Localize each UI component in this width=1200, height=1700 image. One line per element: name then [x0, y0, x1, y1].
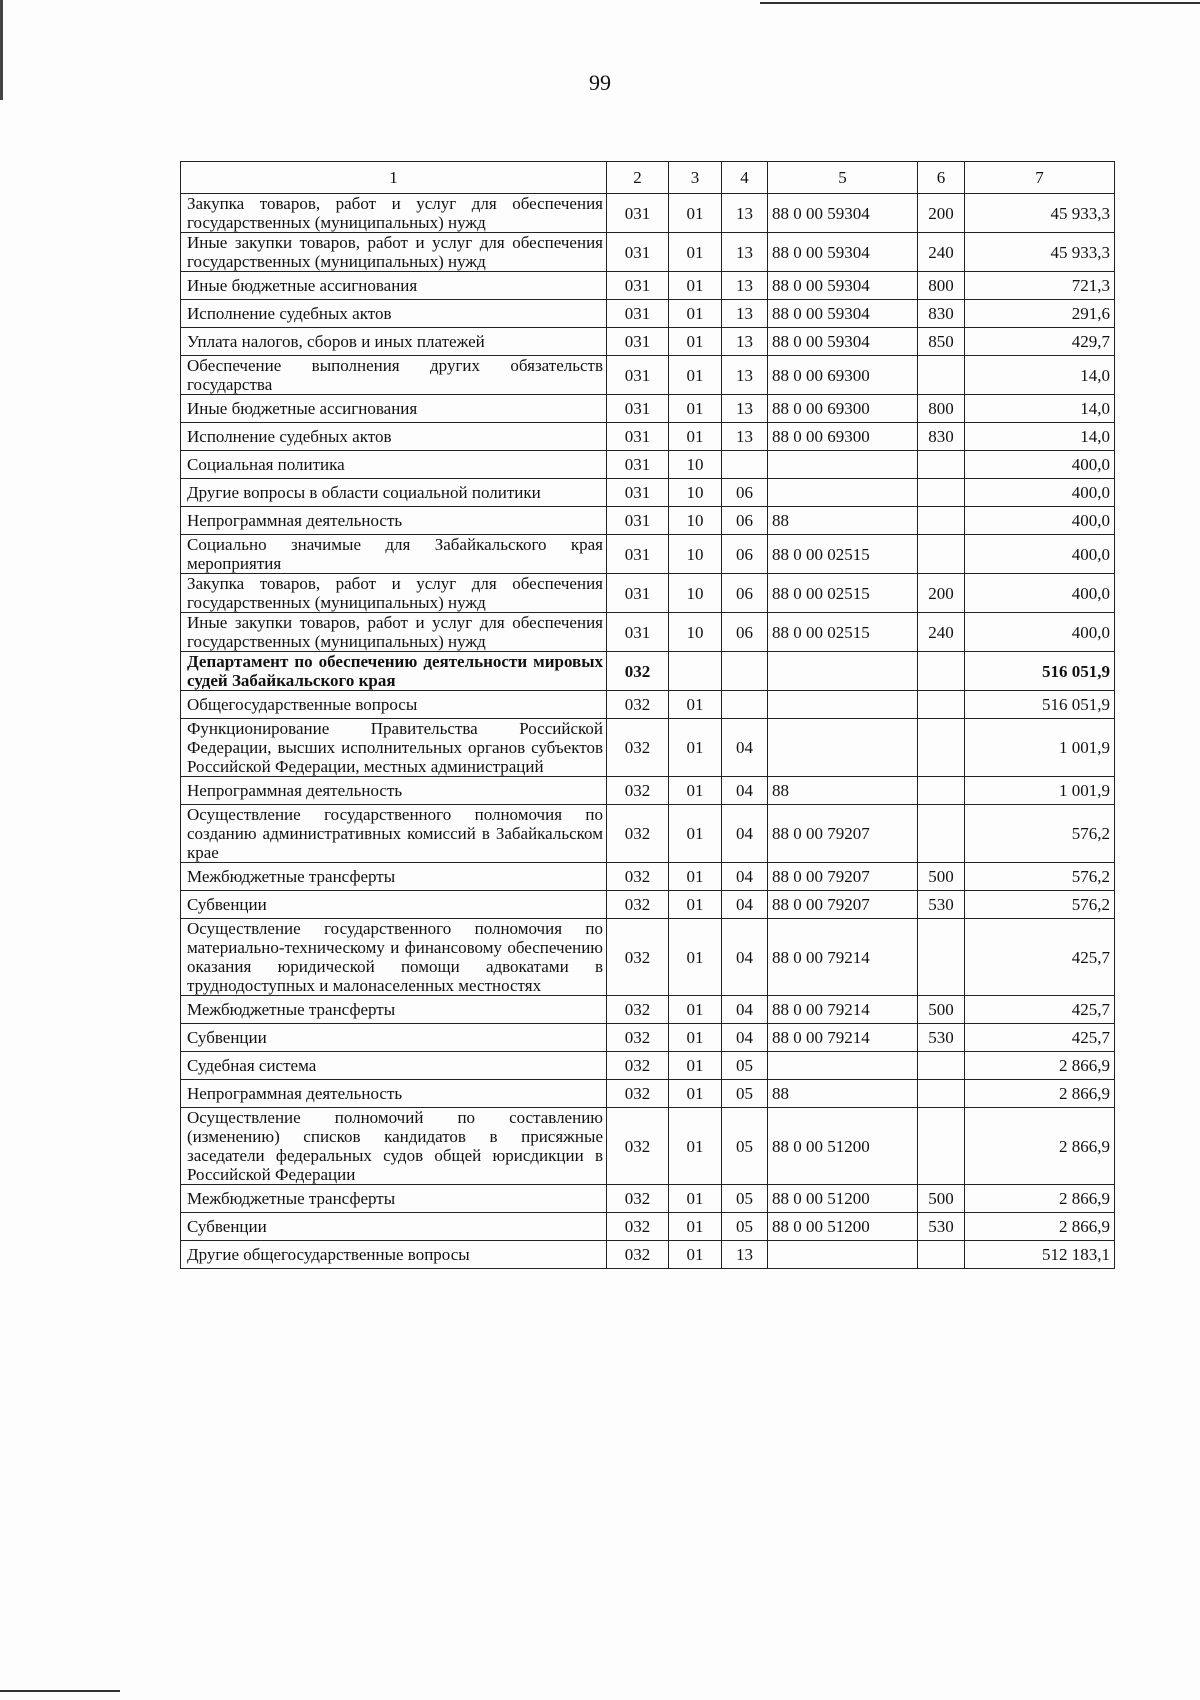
row-amount-cell: 2 866,9: [965, 1080, 1115, 1108]
row-section-cell: 01: [669, 356, 722, 395]
row-expense-type-cell: [918, 451, 965, 479]
header-cell-2: 2: [607, 162, 669, 194]
row-section-cell: 01: [669, 891, 722, 919]
row-amount-cell: 429,7: [965, 328, 1115, 356]
row-name-cell: Обеспечение выполнения других обязательств государства: [181, 356, 607, 395]
row-subsection-cell: 05: [722, 1185, 768, 1213]
table-row: [181, 652, 1115, 691]
row-section-cell: 01: [669, 691, 722, 719]
row-section-cell: 01: [669, 805, 722, 863]
row-subsection-cell: 13: [722, 194, 768, 233]
row-target-article-cell: 88 0 00 69300: [768, 423, 918, 451]
row-admin-code-cell: 031: [607, 423, 669, 451]
row-expense-type-cell: [918, 1108, 965, 1185]
row-section-cell: 01: [669, 1080, 722, 1108]
row-amount-cell: 14,0: [965, 395, 1115, 423]
row-name-cell: Исполнение судебных актов: [181, 423, 607, 451]
row-amount-cell: 400,0: [965, 451, 1115, 479]
row-expense-type-cell: 240: [918, 233, 965, 272]
row-amount-cell: 516 051,9: [965, 691, 1115, 719]
row-name-cell: Другие вопросы в области социальной политики: [181, 479, 607, 507]
row-admin-code-cell: 031: [607, 613, 669, 652]
table-row: [181, 233, 1115, 272]
row-target-article-cell: [768, 691, 918, 719]
row-admin-code-cell: 031: [607, 328, 669, 356]
table-row: [181, 919, 1115, 996]
row-admin-code-cell: 032: [607, 891, 669, 919]
table-row: [181, 194, 1115, 233]
row-expense-type-cell: [918, 1052, 965, 1080]
row-expense-type-cell: [918, 719, 965, 777]
row-expense-type-cell: [918, 777, 965, 805]
row-section-cell: 01: [669, 1213, 722, 1241]
row-amount-cell: 516 051,9: [965, 652, 1115, 691]
row-admin-code-cell: 031: [607, 272, 669, 300]
row-amount-cell: 2 866,9: [965, 1108, 1115, 1185]
row-subsection-cell: 04: [722, 719, 768, 777]
row-admin-code-cell: 031: [607, 300, 669, 328]
row-subsection-cell: 04: [722, 891, 768, 919]
row-subsection-cell: 13: [722, 328, 768, 356]
row-expense-type-cell: [918, 1080, 965, 1108]
row-name-cell: Субвенции: [181, 1213, 607, 1241]
row-subsection-cell: 06: [722, 507, 768, 535]
row-expense-type-cell: 500: [918, 996, 965, 1024]
table-row: [181, 272, 1115, 300]
row-target-article-cell: 88 0 00 79214: [768, 1024, 918, 1052]
row-target-article-cell: 88 0 00 02515: [768, 574, 918, 613]
table-row: [181, 996, 1115, 1024]
row-expense-type-cell: [918, 919, 965, 996]
row-expense-type-cell: 530: [918, 1024, 965, 1052]
row-amount-cell: 45 933,3: [965, 194, 1115, 233]
table-row: [181, 300, 1115, 328]
row-target-article-cell: [768, 1241, 918, 1269]
row-subsection-cell: 13: [722, 272, 768, 300]
row-admin-code-cell: 032: [607, 1024, 669, 1052]
row-target-article-cell: [768, 652, 918, 691]
row-expense-type-cell: 200: [918, 194, 965, 233]
row-section-cell: 01: [669, 423, 722, 451]
row-admin-code-cell: 032: [607, 691, 669, 719]
row-expense-type-cell: 830: [918, 300, 965, 328]
row-admin-code-cell: 032: [607, 1213, 669, 1241]
row-subsection-cell: 06: [722, 535, 768, 574]
row-target-article-cell: 88 0 00 02515: [768, 613, 918, 652]
row-section-cell: 01: [669, 863, 722, 891]
row-section-cell: 10: [669, 507, 722, 535]
row-amount-cell: 576,2: [965, 891, 1115, 919]
row-subsection-cell: 13: [722, 395, 768, 423]
row-admin-code-cell: 031: [607, 395, 669, 423]
row-name-cell: Другие общегосударственные вопросы: [181, 1241, 607, 1269]
row-expense-type-cell: [918, 356, 965, 395]
row-admin-code-cell: 032: [607, 805, 669, 863]
row-target-article-cell: [768, 719, 918, 777]
row-subsection-cell: 06: [722, 613, 768, 652]
row-admin-code-cell: 032: [607, 996, 669, 1024]
row-amount-cell: 576,2: [965, 805, 1115, 863]
row-target-article-cell: 88: [768, 1080, 918, 1108]
row-name-cell: Общегосударственные вопросы: [181, 691, 607, 719]
row-expense-type-cell: 830: [918, 423, 965, 451]
row-target-article-cell: 88: [768, 777, 918, 805]
table-row: [181, 691, 1115, 719]
row-amount-cell: 14,0: [965, 423, 1115, 451]
row-admin-code-cell: 032: [607, 1108, 669, 1185]
row-section-cell: 01: [669, 272, 722, 300]
row-section-cell: 01: [669, 300, 722, 328]
row-name-cell: Иные бюджетные ассигнования: [181, 272, 607, 300]
row-section-cell: 01: [669, 919, 722, 996]
row-admin-code-cell: 031: [607, 356, 669, 395]
row-subsection-cell: 13: [722, 423, 768, 451]
row-target-article-cell: 88 0 00 59304: [768, 194, 918, 233]
row-amount-cell: 1 001,9: [965, 777, 1115, 805]
row-expense-type-cell: [918, 652, 965, 691]
table-row: [181, 451, 1115, 479]
row-expense-type-cell: 530: [918, 1213, 965, 1241]
row-amount-cell: 45 933,3: [965, 233, 1115, 272]
table-row: [181, 1185, 1115, 1213]
row-section-cell: 10: [669, 535, 722, 574]
row-section-cell: 10: [669, 574, 722, 613]
table-row: [181, 1080, 1115, 1108]
row-subsection-cell: 04: [722, 805, 768, 863]
row-section-cell: 10: [669, 451, 722, 479]
row-name-cell: Осуществление государственного полномочия по материально-техническому и финансовому обеспечению оказания юридической помощи адвокатами в труднодоступных и малонаселенных местностях: [181, 919, 607, 996]
table-row: [181, 423, 1115, 451]
row-expense-type-cell: 500: [918, 863, 965, 891]
row-name-cell: Межбюджетные трансферты: [181, 1185, 607, 1213]
row-amount-cell: 2 866,9: [965, 1185, 1115, 1213]
table-body: [181, 162, 1115, 1269]
row-name-cell: Непрограммная деятельность: [181, 507, 607, 535]
row-admin-code-cell: 032: [607, 1241, 669, 1269]
row-section-cell: 01: [669, 1185, 722, 1213]
row-target-article-cell: 88 0 00 59304: [768, 328, 918, 356]
row-amount-cell: 400,0: [965, 613, 1115, 652]
row-target-article-cell: 88 0 00 59304: [768, 300, 918, 328]
row-target-article-cell: 88 0 00 69300: [768, 395, 918, 423]
row-subsection-cell: 13: [722, 300, 768, 328]
row-subsection-cell: 13: [722, 1241, 768, 1269]
row-expense-type-cell: 800: [918, 395, 965, 423]
row-expense-type-cell: [918, 1241, 965, 1269]
row-subsection-cell: 05: [722, 1080, 768, 1108]
row-subsection-cell: 06: [722, 574, 768, 613]
row-name-cell: Субвенции: [181, 891, 607, 919]
table-row: [181, 356, 1115, 395]
row-target-article-cell: 88 0 00 02515: [768, 535, 918, 574]
table-row: [181, 479, 1115, 507]
row-target-article-cell: 88 0 00 79214: [768, 919, 918, 996]
table-row: [181, 507, 1115, 535]
row-amount-cell: 425,7: [965, 1024, 1115, 1052]
row-expense-type-cell: [918, 535, 965, 574]
row-section-cell: 10: [669, 613, 722, 652]
row-subsection-cell: [722, 652, 768, 691]
row-subsection-cell: 05: [722, 1052, 768, 1080]
row-name-cell: Иные закупки товаров, работ и услуг для обеспечения государственных (муниципальных) нужд: [181, 613, 607, 652]
row-admin-code-cell: 032: [607, 719, 669, 777]
table-row: [181, 777, 1115, 805]
row-name-cell: Субвенции: [181, 1024, 607, 1052]
row-expense-type-cell: 530: [918, 891, 965, 919]
row-name-cell: Социальная политика: [181, 451, 607, 479]
row-section-cell: 01: [669, 328, 722, 356]
table-row: [181, 535, 1115, 574]
row-section-cell: 01: [669, 777, 722, 805]
header-cell-4: 4: [722, 162, 768, 194]
table-row: [181, 395, 1115, 423]
row-target-article-cell: 88 0 00 79207: [768, 863, 918, 891]
row-subsection-cell: 04: [722, 1024, 768, 1052]
row-name-cell: Иные бюджетные ассигнования: [181, 395, 607, 423]
row-name-cell: Департамент по обеспечению деятельности мировых судей Забайкальского края: [181, 652, 607, 691]
table-row: [181, 719, 1115, 777]
row-admin-code-cell: 031: [607, 535, 669, 574]
row-name-cell: Непрограммная деятельность: [181, 1080, 607, 1108]
header-cell-7: 7: [965, 162, 1115, 194]
table-row: [181, 574, 1115, 613]
row-name-cell: Уплата налогов, сборов и иных платежей: [181, 328, 607, 356]
row-section-cell: 01: [669, 996, 722, 1024]
header-cell-3: 3: [669, 162, 722, 194]
row-subsection-cell: 13: [722, 233, 768, 272]
row-admin-code-cell: 031: [607, 574, 669, 613]
row-name-cell: Иные закупки товаров, работ и услуг для обеспечения государственных (муниципальных) нужд: [181, 233, 607, 272]
row-section-cell: 01: [669, 1024, 722, 1052]
page-number: 99: [589, 70, 611, 95]
row-subsection-cell: 06: [722, 479, 768, 507]
table-row: [181, 1024, 1115, 1052]
row-subsection-cell: 05: [722, 1108, 768, 1185]
row-subsection-cell: [722, 691, 768, 719]
row-subsection-cell: [722, 451, 768, 479]
row-expense-type-cell: [918, 507, 965, 535]
row-admin-code-cell: 031: [607, 194, 669, 233]
row-subsection-cell: 05: [722, 1213, 768, 1241]
row-amount-cell: 400,0: [965, 479, 1115, 507]
scan-edge-line-top: [760, 2, 1200, 4]
row-name-cell: Непрограммная деятельность: [181, 777, 607, 805]
table-row: [181, 328, 1115, 356]
row-target-article-cell: 88 0 00 79207: [768, 891, 918, 919]
row-section-cell: 10: [669, 479, 722, 507]
row-expense-type-cell: [918, 805, 965, 863]
row-name-cell: Закупка товаров, работ и услуг для обеспечения государственных (муниципальных) нужд: [181, 194, 607, 233]
row-amount-cell: 400,0: [965, 507, 1115, 535]
row-expense-type-cell: 500: [918, 1185, 965, 1213]
row-amount-cell: 1 001,9: [965, 719, 1115, 777]
row-amount-cell: 2 866,9: [965, 1213, 1115, 1241]
table-row: [181, 891, 1115, 919]
header-cell-5: 5: [768, 162, 918, 194]
row-amount-cell: 291,6: [965, 300, 1115, 328]
budget-table: [180, 161, 1115, 1269]
row-name-cell: Осуществление полномочий по составлению (изменению) списков кандидатов в присяжные заседатели федеральных судов общей юрисдикции в Российской Федерации: [181, 1108, 607, 1185]
row-name-cell: Функционирование Правительства Российской Федерации, высших исполнительных органов субъектов Российской Федерации, местных администраций: [181, 719, 607, 777]
row-target-article-cell: 88 0 00 51200: [768, 1213, 918, 1241]
row-expense-type-cell: 850: [918, 328, 965, 356]
row-section-cell: 01: [669, 233, 722, 272]
row-expense-type-cell: [918, 479, 965, 507]
row-expense-type-cell: [918, 691, 965, 719]
row-name-cell: Закупка товаров, работ и услуг для обеспечения государственных (муниципальных) нужд: [181, 574, 607, 613]
row-name-cell: Социально значимые для Забайкальского края мероприятия: [181, 535, 607, 574]
table-header-row: [181, 162, 1115, 194]
row-subsection-cell: 04: [722, 996, 768, 1024]
row-subsection-cell: 13: [722, 356, 768, 395]
scan-edge-line-bottom: [0, 1690, 120, 1692]
row-amount-cell: 721,3: [965, 272, 1115, 300]
table-row: [181, 1213, 1115, 1241]
row-name-cell: Исполнение судебных актов: [181, 300, 607, 328]
row-target-article-cell: 88 0 00 59304: [768, 233, 918, 272]
row-name-cell: Судебная система: [181, 1052, 607, 1080]
row-target-article-cell: 88 0 00 51200: [768, 1185, 918, 1213]
row-amount-cell: 425,7: [965, 919, 1115, 996]
row-section-cell: 01: [669, 1052, 722, 1080]
row-name-cell: Осуществление государственного полномочия по созданию административных комиссий в Забайкальском крае: [181, 805, 607, 863]
row-expense-type-cell: 800: [918, 272, 965, 300]
header-cell-6: 6: [918, 162, 965, 194]
row-section-cell: 01: [669, 1108, 722, 1185]
row-admin-code-cell: 031: [607, 233, 669, 272]
row-target-article-cell: 88 0 00 51200: [768, 1108, 918, 1185]
row-target-article-cell: 88 0 00 79207: [768, 805, 918, 863]
row-admin-code-cell: 032: [607, 652, 669, 691]
row-amount-cell: 400,0: [965, 574, 1115, 613]
row-amount-cell: 512 183,1: [965, 1241, 1115, 1269]
row-target-article-cell: 88 0 00 79214: [768, 996, 918, 1024]
row-subsection-cell: 04: [722, 863, 768, 891]
row-section-cell: 01: [669, 719, 722, 777]
row-expense-type-cell: 200: [918, 574, 965, 613]
row-name-cell: Межбюджетные трансферты: [181, 996, 607, 1024]
row-amount-cell: 14,0: [965, 356, 1115, 395]
row-section-cell: 01: [669, 395, 722, 423]
row-admin-code-cell: 031: [607, 507, 669, 535]
row-amount-cell: 2 866,9: [965, 1052, 1115, 1080]
row-target-article-cell: 88: [768, 507, 918, 535]
row-name-cell: Межбюджетные трансферты: [181, 863, 607, 891]
table-row: [181, 805, 1115, 863]
row-section-cell: [669, 652, 722, 691]
table-row: [181, 863, 1115, 891]
row-subsection-cell: 04: [722, 777, 768, 805]
row-amount-cell: 400,0: [965, 535, 1115, 574]
row-target-article-cell: [768, 1052, 918, 1080]
row-expense-type-cell: 240: [918, 613, 965, 652]
row-target-article-cell: 88 0 00 69300: [768, 356, 918, 395]
table-row: [181, 1241, 1115, 1269]
row-admin-code-cell: 032: [607, 777, 669, 805]
row-admin-code-cell: 031: [607, 479, 669, 507]
row-amount-cell: 576,2: [965, 863, 1115, 891]
row-amount-cell: 425,7: [965, 996, 1115, 1024]
row-section-cell: 01: [669, 1241, 722, 1269]
row-admin-code-cell: 032: [607, 919, 669, 996]
header-cell-1: 1: [181, 162, 607, 194]
row-admin-code-cell: 032: [607, 1080, 669, 1108]
table-row: [181, 1052, 1115, 1080]
row-admin-code-cell: 031: [607, 451, 669, 479]
row-admin-code-cell: 032: [607, 863, 669, 891]
row-target-article-cell: [768, 451, 918, 479]
table-row: [181, 613, 1115, 652]
row-admin-code-cell: 032: [607, 1052, 669, 1080]
row-subsection-cell: 04: [722, 919, 768, 996]
table-row: [181, 1108, 1115, 1185]
row-target-article-cell: [768, 479, 918, 507]
row-section-cell: 01: [669, 194, 722, 233]
row-admin-code-cell: 032: [607, 1185, 669, 1213]
row-target-article-cell: 88 0 00 59304: [768, 272, 918, 300]
